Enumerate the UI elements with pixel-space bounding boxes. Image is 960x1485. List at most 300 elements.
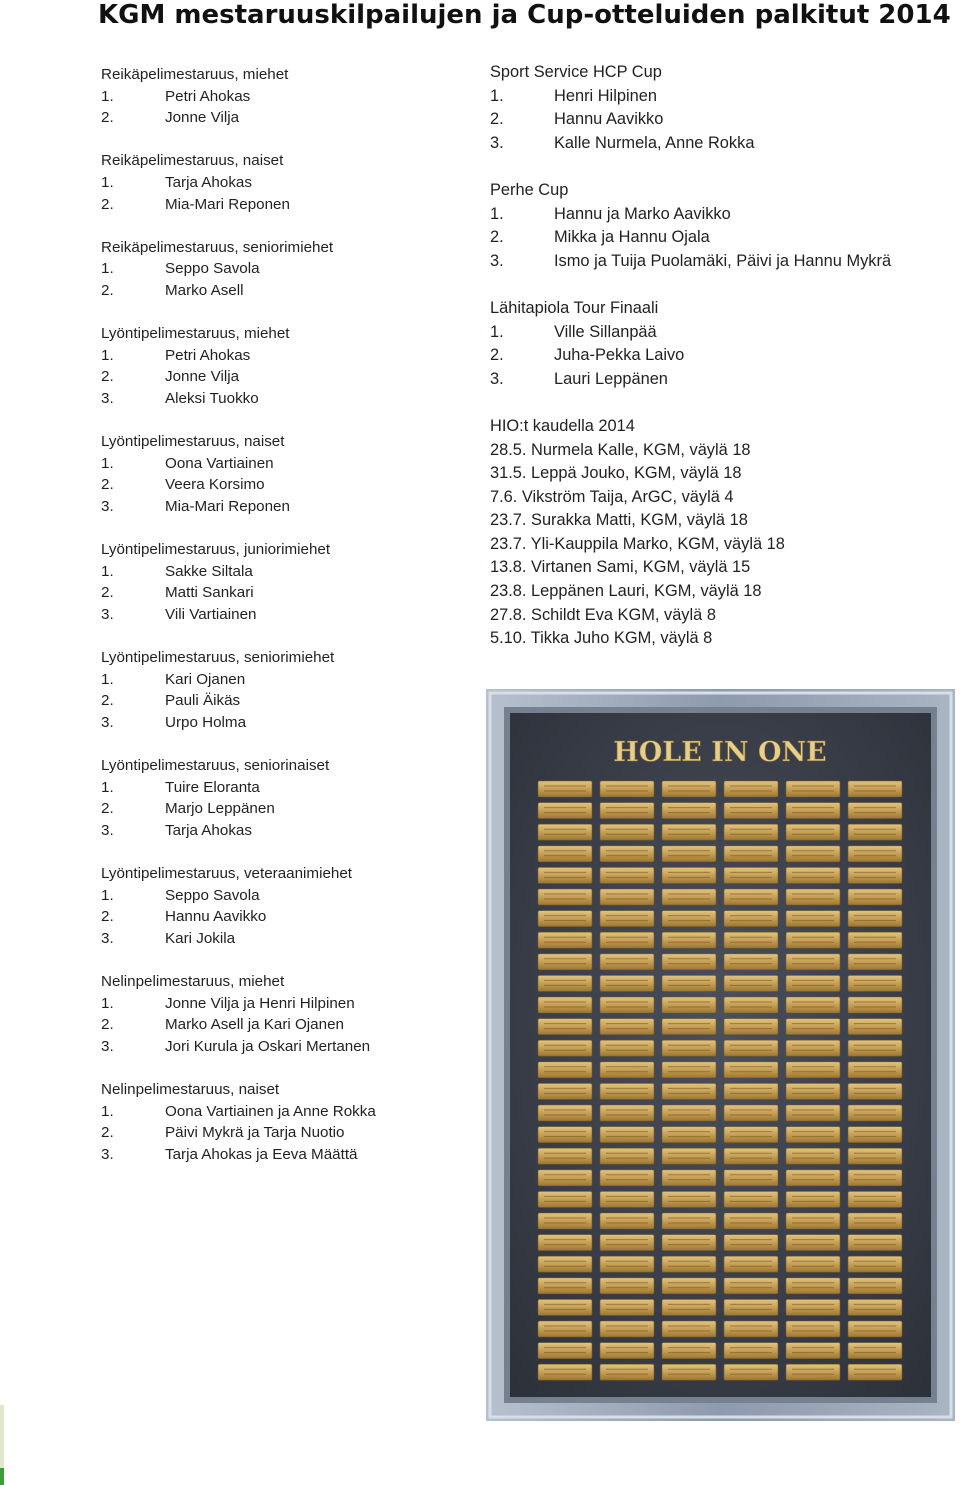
section-heading: Lyöntipelimestaruus, naiset <box>101 433 285 451</box>
winner-name: Pauli Äikäs <box>165 692 241 710</box>
hio-nameplate <box>662 997 716 1013</box>
hio-nameplate <box>600 1040 654 1056</box>
hio-nameplate <box>786 867 840 883</box>
winner-name: Henri Hilpinen <box>554 86 657 105</box>
hio-nameplate <box>662 1299 716 1315</box>
hio-nameplate <box>724 1256 778 1272</box>
section-heading: HIO:t kaudella 2014 <box>490 416 635 435</box>
rank-number: 3. <box>490 251 504 270</box>
hio-nameplate <box>662 1040 716 1056</box>
section-heading: Lyöntipelimestaruus, veteraanimiehet <box>101 864 353 882</box>
results-section <box>101 323 431 409</box>
result-entry <box>101 474 431 496</box>
winner-name: Sakke Siltala <box>165 562 253 580</box>
hio-nameplate <box>724 1083 778 1099</box>
results-section <box>101 237 431 302</box>
hio-entry: 27.8. Schildt Eva KGM, väylä 8 <box>490 605 716 624</box>
rank-number: 1. <box>101 173 114 191</box>
winner-name: Hannu ja Marko Aavikko <box>554 204 731 223</box>
hio-entry: 23.7. Surakka Matti, KGM, väylä 18 <box>490 511 748 530</box>
results-section <box>101 755 431 841</box>
hio-nameplate <box>848 954 902 970</box>
result-entry <box>101 388 431 410</box>
hio-nameplate <box>848 1343 902 1359</box>
hio-nameplate <box>724 1127 778 1143</box>
hio-nameplate <box>662 1170 716 1186</box>
result-entry <box>490 368 950 392</box>
hio-nameplate <box>786 889 840 905</box>
result-entry <box>490 250 950 274</box>
rank-number: 2. <box>101 195 114 213</box>
winner-name: Kari Ojanen <box>165 670 246 688</box>
winner-name: Kalle Nurmela, Anne Rokka <box>554 133 755 152</box>
result-entry <box>101 280 431 302</box>
winner-name: Tarja Ahokas ja Eeva Määttä <box>165 1145 358 1163</box>
hio-entry: 31.5. Leppä Jouko, KGM, väylä 18 <box>490 464 742 483</box>
rank-number: 1. <box>490 204 504 223</box>
winner-name: Oona Vartiainen <box>165 454 274 472</box>
rank-number: 3. <box>490 369 504 388</box>
winner-name: Petri Ahokas <box>165 87 251 105</box>
hio-nameplate <box>786 954 840 970</box>
result-entry <box>101 798 431 820</box>
hio-nameplate <box>848 889 902 905</box>
hio-nameplate <box>786 1083 840 1099</box>
result-entry <box>101 453 431 475</box>
hio-nameplate <box>848 1235 902 1251</box>
hio-nameplate <box>848 911 902 927</box>
hio-nameplate <box>848 1127 902 1143</box>
hio-nameplate <box>724 1019 778 1035</box>
hio-nameplate <box>662 1278 716 1294</box>
hio-entry: 23.7. Yli-Kauppila Marko, KGM, väylä 18 <box>490 534 785 553</box>
rank-number: 1. <box>490 86 504 105</box>
hio-nameplate <box>538 1062 592 1078</box>
result-entry <box>101 669 431 691</box>
hio-nameplate <box>786 911 840 927</box>
hio-nameplate <box>662 803 716 819</box>
hio-nameplate <box>600 1105 654 1121</box>
hio-nameplate <box>538 781 592 797</box>
hio-nameplate <box>538 1191 592 1207</box>
hio-nameplate <box>724 846 778 862</box>
hio-nameplate <box>538 1083 592 1099</box>
winner-name: Hannu Aavikko <box>165 908 267 926</box>
winner-name: Petri Ahokas <box>165 346 251 364</box>
hio-nameplate <box>724 997 778 1013</box>
section-heading: Perhe Cup <box>490 180 569 199</box>
winner-name: Mikka ja Hannu Ojala <box>554 228 710 247</box>
hio-nameplate <box>600 1083 654 1099</box>
winner-name: Urpo Holma <box>165 713 247 731</box>
page-title: KGM mestaruuskilpailujen ja Cup-otteluiden palkitut 2014 <box>98 0 951 30</box>
hio-nameplate <box>538 824 592 840</box>
hio-nameplate <box>786 932 840 948</box>
rank-number: 1. <box>101 346 114 364</box>
rank-number: 2. <box>101 476 114 494</box>
hio-nameplate <box>600 1278 654 1294</box>
hio-nameplate <box>848 997 902 1013</box>
hio-nameplate <box>538 954 592 970</box>
results-section <box>101 150 431 215</box>
rank-number: 2. <box>490 346 504 365</box>
winner-name: Aleksi Tuokko <box>165 389 259 407</box>
hio-nameplate <box>538 1040 592 1056</box>
result-entry <box>101 928 431 950</box>
hio-nameplate <box>600 932 654 948</box>
result-entry <box>101 258 431 280</box>
hio-nameplate <box>662 1191 716 1207</box>
result-entry <box>490 226 950 250</box>
hio-nameplate <box>848 1256 902 1272</box>
hio-entry: 7.6. Vikström Taija, ArGC, väylä 4 <box>490 487 734 506</box>
result-entry <box>101 1014 431 1036</box>
rank-number: 1. <box>101 670 114 688</box>
winner-name: Marko Asell <box>165 281 244 299</box>
result-entry <box>101 1036 431 1058</box>
winner-name: Marjo Leppänen <box>165 800 275 818</box>
hio-nameplate <box>724 1364 778 1380</box>
hio-nameplate <box>848 846 902 862</box>
hio-nameplate <box>600 867 654 883</box>
hio-nameplate <box>662 1019 716 1035</box>
hio-nameplate <box>724 1321 778 1337</box>
hio-nameplate <box>786 975 840 991</box>
hio-nameplate <box>538 1299 592 1315</box>
hio-nameplate <box>538 1105 592 1121</box>
hio-nameplate <box>724 867 778 883</box>
result-entry <box>101 690 431 712</box>
results-section <box>101 971 431 1057</box>
result-entry <box>101 561 431 583</box>
hio-nameplate <box>600 1062 654 1078</box>
hio-nameplate <box>848 867 902 883</box>
hio-nameplate <box>538 1343 592 1359</box>
hio-nameplate <box>600 997 654 1013</box>
result-entry <box>101 345 431 367</box>
hio-nameplate <box>538 1170 592 1186</box>
section-heading: Nelinpelimestaruus, miehet <box>101 972 285 990</box>
results-section <box>101 64 431 129</box>
hio-nameplate <box>662 824 716 840</box>
hio-nameplate <box>848 824 902 840</box>
hio-nameplate <box>848 1170 902 1186</box>
hio-nameplate <box>662 1235 716 1251</box>
hio-nameplate <box>724 824 778 840</box>
section-heading: Reikäpelimestaruus, naiset <box>101 152 284 170</box>
section-heading: Sport Service HCP Cup <box>490 63 662 81</box>
hio-nameplate <box>848 781 902 797</box>
hio-nameplate <box>786 781 840 797</box>
hio-nameplate <box>786 824 840 840</box>
hio-nameplate <box>724 889 778 905</box>
hio-nameplate <box>848 1299 902 1315</box>
hio-nameplate <box>600 1191 654 1207</box>
winner-name: Oona Vartiainen ja Anne Rokka <box>165 1102 376 1120</box>
section-heading: Lyöntipelimestaruus, seniorinaiset <box>101 757 330 774</box>
results-section <box>101 647 431 733</box>
hio-nameplate <box>724 1040 778 1056</box>
rank-number: 1. <box>101 1102 114 1120</box>
hio-nameplate <box>538 1278 592 1294</box>
winner-name: Mia-Mari Reponen <box>165 497 290 515</box>
winner-name: Juha-Pekka Laivo <box>554 346 685 365</box>
hio-nameplate <box>600 781 654 797</box>
winner-name: Seppo Savola <box>165 886 260 904</box>
hio-nameplate <box>662 1343 716 1359</box>
results-section <box>101 863 431 949</box>
hio-nameplate <box>662 1213 716 1229</box>
hio-nameplate <box>848 1321 902 1337</box>
rank-number: 1. <box>101 260 114 278</box>
hole-in-one-board-photo <box>486 689 955 1421</box>
rank-number: 3. <box>101 929 114 947</box>
hio-nameplate <box>538 1364 592 1380</box>
rank-number: 1. <box>101 994 114 1012</box>
hio-nameplate <box>724 1278 778 1294</box>
result-entry <box>101 107 431 129</box>
hio-nameplate <box>786 997 840 1013</box>
hio-nameplate <box>538 803 592 819</box>
winner-name: Ismo ja Tuija Puolamäki, Päivi ja Hannu Mykrä <box>554 251 892 270</box>
hio-nameplate <box>600 803 654 819</box>
hio-nameplate <box>600 1256 654 1272</box>
hio-nameplate <box>786 1235 840 1251</box>
hio-nameplate <box>538 889 592 905</box>
championship-results-column <box>101 64 431 1187</box>
result-entry <box>101 885 431 907</box>
hio-nameplate <box>538 932 592 948</box>
hio-nameplate <box>538 1148 592 1164</box>
hio-nameplate <box>538 975 592 991</box>
result-entry <box>101 496 431 518</box>
hio-nameplate <box>848 932 902 948</box>
hio-nameplate <box>786 1148 840 1164</box>
hio-nameplate <box>538 911 592 927</box>
section-heading: Reikäpelimestaruus, seniorimiehet <box>101 238 334 256</box>
result-entry <box>101 194 431 216</box>
hio-nameplate <box>662 889 716 905</box>
hio-nameplate <box>600 824 654 840</box>
hio-nameplate <box>724 1235 778 1251</box>
rank-number: 1. <box>101 886 114 904</box>
winner-name: Jonne Vilja <box>165 368 240 386</box>
hio-nameplate <box>600 889 654 905</box>
rank-number: 2. <box>101 1124 114 1142</box>
hio-nameplate <box>848 1105 902 1121</box>
winner-name: Seppo Savola <box>165 260 260 278</box>
rank-number: 3. <box>101 1145 114 1163</box>
winner-name: Tarja Ahokas <box>165 173 252 191</box>
section-heading: Nelinpelimestaruus, naiset <box>101 1080 280 1098</box>
section-heading: Reikäpelimestaruus, miehet <box>101 66 289 83</box>
winner-name: Jori Kurula ja Oskari Mertanen <box>165 1037 371 1055</box>
hio-nameplate <box>848 803 902 819</box>
hio-nameplate <box>538 997 592 1013</box>
hio-nameplate <box>724 932 778 948</box>
rank-number: 2. <box>101 692 114 710</box>
winner-name: Tarja Ahokas <box>165 821 252 839</box>
hio-nameplate <box>662 911 716 927</box>
section-heading: Lyöntipelimestaruus, juniorimiehet <box>101 541 331 559</box>
hio-nameplate <box>600 1148 654 1164</box>
rank-number: 2. <box>101 584 114 602</box>
section-heading: Lyöntipelimestaruus, miehet <box>101 325 290 343</box>
results-section <box>490 61 950 155</box>
rank-number: 1. <box>101 87 114 105</box>
hio-nameplate <box>786 1105 840 1121</box>
results-section <box>490 297 950 391</box>
hio-nameplate <box>662 1364 716 1380</box>
hio-nameplate <box>724 954 778 970</box>
result-entry <box>490 85 950 109</box>
hio-nameplate <box>662 1062 716 1078</box>
winner-name: Ville Sillanpää <box>554 322 657 341</box>
winner-name: Tuire Eloranta <box>165 778 260 796</box>
winner-name: Jonne Vilja <box>165 109 240 127</box>
hio-nameplate <box>600 1170 654 1186</box>
hio-nameplate <box>600 1235 654 1251</box>
hio-nameplate <box>848 975 902 991</box>
rank-number: 2. <box>101 281 114 299</box>
hio-nameplate <box>600 846 654 862</box>
result-entry <box>490 132 950 156</box>
hio-nameplate <box>662 975 716 991</box>
winner-name: Lauri Leppänen <box>554 369 668 388</box>
hio-nameplate <box>538 1235 592 1251</box>
winner-name: Matti Sankari <box>165 584 254 602</box>
hio-nameplate <box>786 1343 840 1359</box>
result-entry <box>101 906 431 928</box>
hio-nameplate <box>848 1213 902 1229</box>
hio-nameplate <box>848 1148 902 1164</box>
hio-entry: 28.5. Nurmela Kalle, KGM, väylä 18 <box>490 440 751 459</box>
results-section <box>490 179 950 273</box>
result-entry <box>101 712 431 734</box>
result-entry <box>101 1101 431 1123</box>
winner-name: Jonne Vilja ja Henri Hilpinen <box>165 994 355 1012</box>
hio-nameplate <box>538 1127 592 1143</box>
results-section <box>101 539 431 625</box>
results-section <box>101 1079 431 1165</box>
hio-nameplate <box>848 1062 902 1078</box>
hio-nameplate <box>662 1256 716 1272</box>
rank-number: 2. <box>101 109 114 127</box>
hio-nameplate <box>662 1105 716 1121</box>
result-entry <box>490 203 950 227</box>
hio-nameplate <box>724 975 778 991</box>
result-entry <box>101 993 431 1015</box>
hio-nameplate <box>786 1299 840 1315</box>
rank-number: 3. <box>101 821 114 839</box>
result-entry <box>101 366 431 388</box>
rank-number: 3. <box>101 713 114 731</box>
hio-nameplate <box>786 846 840 862</box>
hio-nameplate <box>848 1191 902 1207</box>
hio-nameplate <box>600 975 654 991</box>
hio-nameplate <box>538 1019 592 1035</box>
hio-nameplate <box>662 1321 716 1337</box>
hio-nameplate <box>600 1299 654 1315</box>
hio-nameplate <box>662 1127 716 1143</box>
hio-nameplate <box>724 1343 778 1359</box>
hio-nameplate <box>724 1062 778 1078</box>
hio-nameplate <box>662 1083 716 1099</box>
hio-nameplate <box>786 1019 840 1035</box>
hio-nameplate <box>848 1278 902 1294</box>
hio-nameplate <box>662 954 716 970</box>
result-entry <box>101 604 431 626</box>
rank-number: 2. <box>490 110 504 129</box>
hio-nameplate <box>848 1364 902 1380</box>
board-title-lettering: HOLE IN ONE <box>613 737 827 768</box>
page-accent-mark <box>0 1468 4 1485</box>
hio-nameplate <box>724 1213 778 1229</box>
section-heading: Lähitapiola Tour Finaali <box>490 298 659 317</box>
hio-entry: 5.10. Tikka Juho KGM, väylä 8 <box>490 629 713 648</box>
hio-nameplate <box>600 1321 654 1337</box>
rank-number: 2. <box>101 800 114 818</box>
rank-number: 2. <box>101 368 114 386</box>
hio-nameplate <box>600 954 654 970</box>
hio-nameplate <box>662 867 716 883</box>
hio-nameplate <box>848 1040 902 1056</box>
rank-number: 3. <box>101 605 114 623</box>
rank-number: 2. <box>101 908 114 926</box>
hio-nameplate <box>786 1213 840 1229</box>
rank-number: 2. <box>101 1016 114 1034</box>
rank-number: 1. <box>101 778 114 796</box>
hio-nameplate <box>724 1148 778 1164</box>
hio-nameplate <box>538 1321 592 1337</box>
hio-nameplate <box>662 781 716 797</box>
hio-nameplate <box>538 1256 592 1272</box>
hio-nameplate <box>600 911 654 927</box>
hio-nameplate <box>724 803 778 819</box>
results-section <box>101 431 431 517</box>
winner-name: Kari Jokila <box>165 929 236 947</box>
hio-nameplate <box>724 1299 778 1315</box>
result-entry <box>101 172 431 194</box>
result-entry <box>101 777 431 799</box>
hio-nameplate <box>786 1278 840 1294</box>
rank-number: 3. <box>101 497 114 515</box>
hio-nameplate <box>662 932 716 948</box>
hio-nameplate <box>538 867 592 883</box>
section-heading: Lyöntipelimestaruus, seniorimiehet <box>101 649 335 667</box>
winner-name: Vili Vartiainen <box>165 605 257 623</box>
hio-nameplate <box>600 1019 654 1035</box>
result-entry <box>490 344 950 368</box>
winner-name: Mia-Mari Reponen <box>165 195 290 213</box>
result-entry <box>101 1122 431 1144</box>
hio-nameplate <box>786 803 840 819</box>
hio-nameplate <box>538 846 592 862</box>
result-entry <box>101 1144 431 1166</box>
hio-nameplate <box>786 1256 840 1272</box>
hio-nameplate <box>848 1083 902 1099</box>
rank-number: 3. <box>101 389 114 407</box>
hio-entry: 23.8. Leppänen Lauri, KGM, väylä 18 <box>490 582 762 601</box>
result-entry <box>490 108 950 132</box>
hio-entry: 13.8. Virtanen Sami, KGM, väylä 15 <box>490 558 751 577</box>
rank-number: 2. <box>490 228 504 247</box>
hio-nameplate <box>724 1105 778 1121</box>
rank-number: 1. <box>101 454 114 472</box>
rank-number: 1. <box>490 322 504 341</box>
hio-nameplate <box>786 1191 840 1207</box>
hio-nameplate <box>786 1170 840 1186</box>
